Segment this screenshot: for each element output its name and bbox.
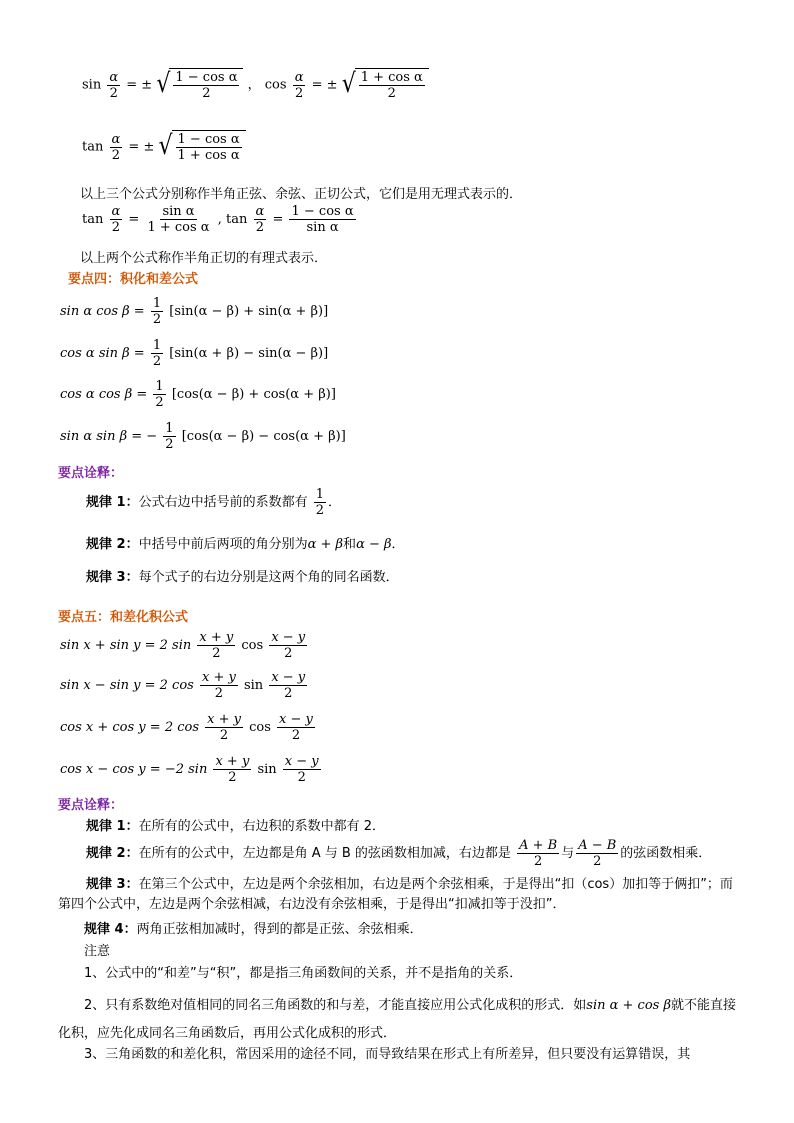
alpha-over-2-d: $\frac{\alpha}{2}$	[111, 204, 121, 235]
sum-to-product-3: cos x + cos y = 2 cos $\frac{x + y}{2}$ cos $\frac{x - y}{2}$	[60, 712, 313, 743]
equals-pm-b: = ±	[311, 77, 338, 93]
half-angle-sin-cos-formula	[82, 68, 429, 102]
section4-rule1: 规律 1：公式右边中括号前的系数都有 $\frac{1}{2}$ ．	[86, 487, 342, 518]
caution-1: 1、公式中的“和差”与“积”，都是指三角函数间的关系，并不是指角的关系．	[84, 966, 523, 981]
sum-to-product-4: cos x − cos y = −2 sin $\frac{x + y}{2}$ sin $\frac{x - y}{2}$	[60, 754, 319, 785]
alpha-over-2: $\frac{\alpha}{2}$	[109, 69, 119, 101]
caution-3: 3、三角函数的和差化积，常因采用的途径不同，而导致结果在形式上有所差异，但只要没有运算错误，其	[84, 1047, 691, 1062]
product-to-sum-4: sin α sin β = − $\frac{1}{2}$ [cos(α − β) − cos(α + β)]	[60, 421, 346, 452]
alpha-over-2-c: $\frac{\alpha}{2}$	[111, 131, 121, 163]
section5-rule2: 规律 2：在所有的公式中，左边都是角 A 与 B 的弦函数相加减，右边都是 $\frac{A + B}{2}$ 与 $\frac{A - B}{2}$ 的弦函数相乘．	[86, 838, 712, 869]
section5-heading: 要点五：和差化积公式	[58, 610, 189, 625]
sqrt-1: √ $\frac{\text{1 − cos α}}{2}$	[156, 68, 243, 102]
sqrt-3: √ $\frac{\text{1 − cos α}}{\text{1 + cos α}}$	[158, 130, 245, 164]
product-to-sum-1: sin α cos β = $\frac{1}{2}$ [sin(α − β) + sin(α + β)]	[60, 296, 329, 327]
alpha-over-2-e: $\frac{\alpha}{2}$	[255, 204, 265, 235]
sin-over-1pluscos: $\frac{\text{sin α}}{\text{1 + cos α}}$	[147, 204, 210, 235]
tan-label-b: tan	[82, 212, 104, 227]
half-angle-tan-formula	[82, 130, 246, 164]
section4-rule2: 规律 2：中括号中前后两项的角分别为α + β和α − β．	[86, 537, 405, 552]
1minuscos-over-sin: $\frac{\text{1 − cos α}}{\text{sin α}}$	[291, 204, 354, 235]
section5-rule1: 规律 1：在所有的公式中，右边积的系数中都有 2．	[86, 819, 385, 834]
product-to-sum-2: cos α sin β = $\frac{1}{2}$ [sin(α + β) − sin(α − β)]	[60, 338, 329, 369]
sum-to-product-1: sin x + sin y = 2 sin $\frac{x + y}{2}$ cos $\frac{x - y}{2}$	[60, 630, 306, 661]
sqrt-2: √ $\frac{\text{1 + cos α}}{2}$	[342, 68, 429, 102]
tan-label-c: tan	[226, 212, 248, 227]
section4-rule3: 规律 3：每个式子的右边分别是这两个角的同名函数．	[86, 570, 399, 585]
section4-heading: 要点四：积化和差公式	[68, 272, 199, 287]
product-to-sum-3: cos α cos β = $\frac{1}{2}$ [cos(α − β) + cos(α + β)]	[60, 379, 336, 410]
section4-note-heading: 要点诠释：	[58, 466, 124, 481]
section5-rule4: 规律 4：两角正弦相加减时，得到的都是正弦、余弦相乘．	[84, 922, 423, 937]
half-angle-note: 以上三个公式分别称作半角正弦、余弦、正切公式，它们是用无理式表示的．	[80, 187, 523, 202]
tan-label: tan	[82, 139, 104, 155]
rational-note: 以上两个公式称作半角正切的有理式表示．	[80, 251, 328, 266]
sin-label: sin	[82, 77, 102, 93]
half-angle-tan-rational: tan $\frac{\alpha}{2}$ = $\frac{\text{sin α}}{\text{1 + cos α}}$ , tan $\frac{\alpha}{2}$ = $\frac{\text{1 − cos α}}{\text{sin α}}$	[82, 204, 354, 235]
caution-2: 2、只有系数绝对值相同的同名三角函数的和与差，才能直接应用公式化成积的形式．如sin α + cos β就不能直接化积，应先化成同名三角函数后，再用公式化成积的形式．	[58, 998, 736, 1041]
alpha-over-2-b: $\frac{\alpha}{2}$	[294, 69, 304, 101]
section5-rule3: 规律 3：在第三个公式中，左边是两个余弦相加，右边是两个余弦相乘，于是得出“扣（cos）加扣等于俩扣”；而第四个公式中，左边是两个余弦相减，右边没有余弦相乘，于是得出“扣减扣等于没扣”．	[58, 877, 733, 912]
caution-label: 注意	[84, 944, 111, 959]
sum-to-product-2: sin x − sin y = 2 cos $\frac{x + y}{2}$ sin $\frac{x - y}{2}$	[60, 670, 306, 701]
cos-label: cos	[264, 77, 287, 93]
comma: ，	[247, 77, 261, 93]
section5-note-heading: 要点诠释：	[58, 798, 124, 813]
equals-pm-c: = ±	[128, 139, 155, 155]
equals-pm: = ±	[126, 77, 153, 93]
